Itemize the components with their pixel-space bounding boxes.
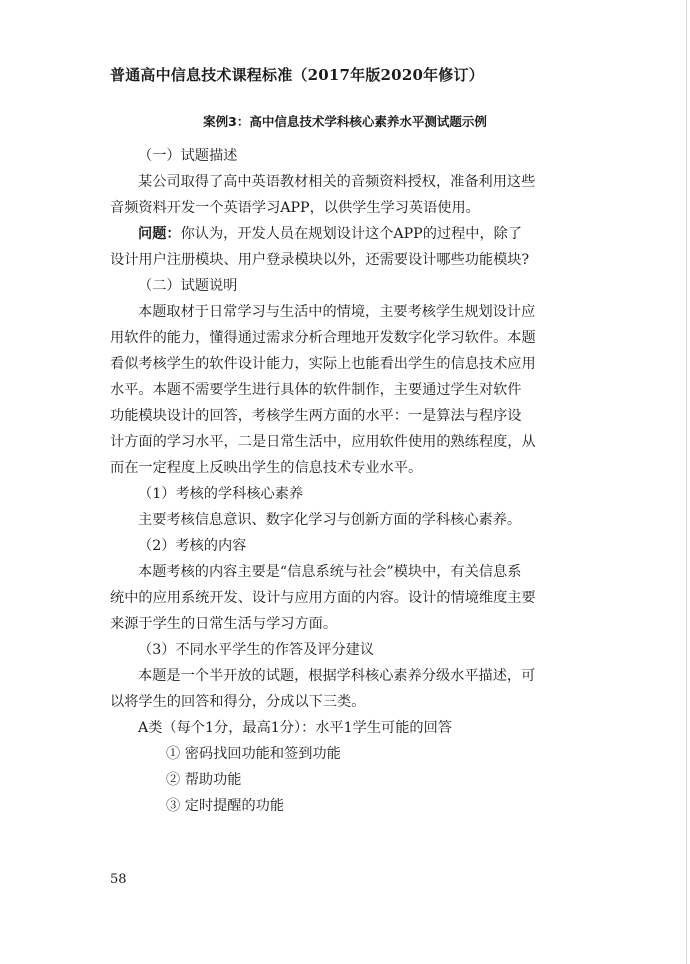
paragraph-line: 水平。本题不需要学生进行具体的软件制作，主要通过学生对软件: [110, 382, 522, 398]
paragraph-line: 主要考核信息意识、数字化学习与创新方面的学科核心素养。: [138, 512, 522, 528]
list-item: ② 帮助功能: [166, 772, 242, 788]
list-item: ③ 定时提醒的功能: [166, 798, 285, 814]
paragraph-line: 以将学生的回答和得分，分成以下三类。: [110, 694, 366, 710]
paragraph-line: 功能模块设计的回答，考核学生两方面的水平：一是算法与程序设: [110, 408, 522, 424]
subheading-core-literacy: （1）考核的学科核心素养: [138, 486, 304, 502]
paragraph-line: 计方面的学习水平，二是日常生活中，应用软件使用的熟练程度，从: [110, 434, 536, 450]
paragraph-line: 音频资料开发一个英语学习APP，以供学生学习英语使用。: [110, 200, 480, 216]
paragraph-line: 某公司取得了高中英语教材相关的音频资料授权，准备利用这些: [138, 174, 536, 190]
subheading-content: （2）考核的内容: [138, 538, 247, 554]
paragraph-line: 设计用户注册模块、用户登录模块以外，还需要设计哪些功能模块?: [110, 252, 530, 268]
paragraph-line: 本题取材于日常学习与生活中的情境，主要考核学生规划设计应: [138, 304, 536, 320]
question-line: [138, 222, 522, 246]
list-item: ① 密码找回功能和签到功能: [166, 746, 341, 762]
paragraph-line: 本题是一个半开放的试题，根据学科核心素养分级水平描述，可: [138, 668, 536, 684]
page-number: 58: [110, 872, 127, 887]
running-header-title: 普通高中信息技术课程标准（2017年版2020年修订）: [110, 66, 484, 84]
subheading-scoring: （3）不同水平学生的作答及评分建议: [138, 642, 375, 658]
paragraph-line: 统中的应用系统开发、设计与应用方面的内容。设计的情境维度主要: [110, 590, 536, 606]
section-heading-description: （一）试题描述: [138, 148, 238, 164]
paragraph-line: 用软件的能力，懂得通过需求分析合理地开发数字化学习软件。本题: [110, 330, 536, 346]
paragraph-line: 来源于学生的日常生活与学习方面。: [110, 616, 338, 632]
question-text: 你认为，开发人员在规划设计这个APP的过程中，除了: [180, 226, 523, 242]
case-title: 案例3：高中信息技术学科核心素养水平测试题示例: [203, 114, 487, 129]
paragraph-line: 看似考核学生的软件设计能力，实际上也能看出学生的信息技术应用: [110, 356, 536, 372]
paragraph-line: 而在一定程度上反映出学生的信息技术专业水平。: [110, 460, 423, 476]
section-heading-explanation: （二）试题说明: [138, 278, 238, 294]
question-label: 问题：: [138, 226, 181, 242]
category-a-line: A类（每个1分，最高1分）：水平1学生可能的回答: [138, 720, 452, 736]
paragraph-line: 本题考核的内容主要是“信息系统与社会”模块中，有关信息系: [138, 564, 522, 580]
